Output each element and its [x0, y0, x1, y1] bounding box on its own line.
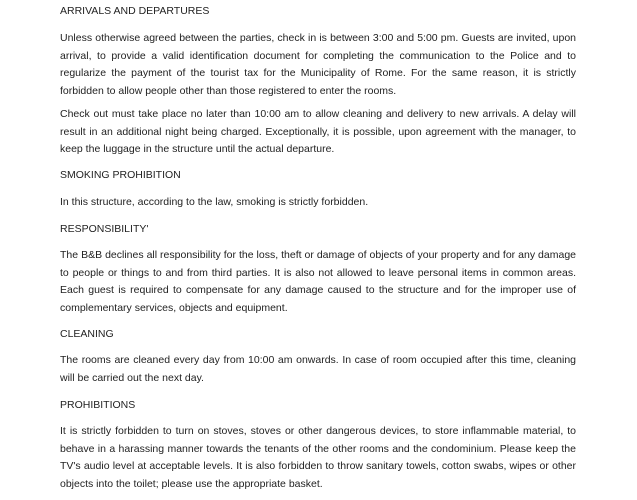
paragraph-check-out: Check out must take place no later than 10:00 am to allow cleaning and delivery to new arrivals. A delay will result in an additional night being charged. Exceptionally, it is possible, upon agreement with the manager, to keep the luggage in the structure until the actual departure.	[60, 108, 576, 156]
heading-smoking-prohibition: SMOKING PROHIBITION	[60, 169, 181, 181]
paragraph-smoking: In this structure, according to the law, smoking is strictly forbidden.	[60, 196, 369, 208]
paragraph-prohibitions: It is strictly forbidden to turn on stoves, stoves or other dangerous devices, to store inflammable material, to behave in a harassing manner towards the tenants of the other rooms and the condominium. Please keep the TV's audio level at acceptable levels. It is also forbidden to throw sanitary towels, cotton swabs, wipes or other objects into the toilet; please use the appropriate basket.	[60, 425, 576, 491]
heading-prohibitions: PROHIBITIONS	[60, 399, 136, 411]
paragraph-cleaning: The rooms are cleaned every day from 10:00 am onwards. In case of room occupied after this time, cleaning will be carried out the next day.	[60, 354, 576, 384]
heading-cleaning: CLEANING	[60, 328, 114, 340]
heading-arrivals-and-departures: ARRIVALS AND DEPARTURES	[60, 5, 210, 17]
heading-responsibility: RESPONSIBILITY'	[60, 223, 149, 235]
paragraph-responsibility: The B&B declines all responsibility for the loss, theft or damage of objects of your property and for any damage to people or things to and from third parties. It is also not allowed to leave personal items in common areas. Each guest is required to compensate for any damage caused to the structure and for the improper use of complementary services, objects and equipment.	[60, 249, 576, 315]
paragraph-check-in: Unless otherwise agreed between the parties, check in is between 3:00 and 5:00 pm. Guests are invited, upon arrival, to provide a valid identification document for completing the communication to the Police and to regularize the payment of the tourist tax for the Municipality of Rome. For the same reason, it is strictly forbidden to allow people other than those registered to enter the rooms.	[60, 32, 576, 98]
